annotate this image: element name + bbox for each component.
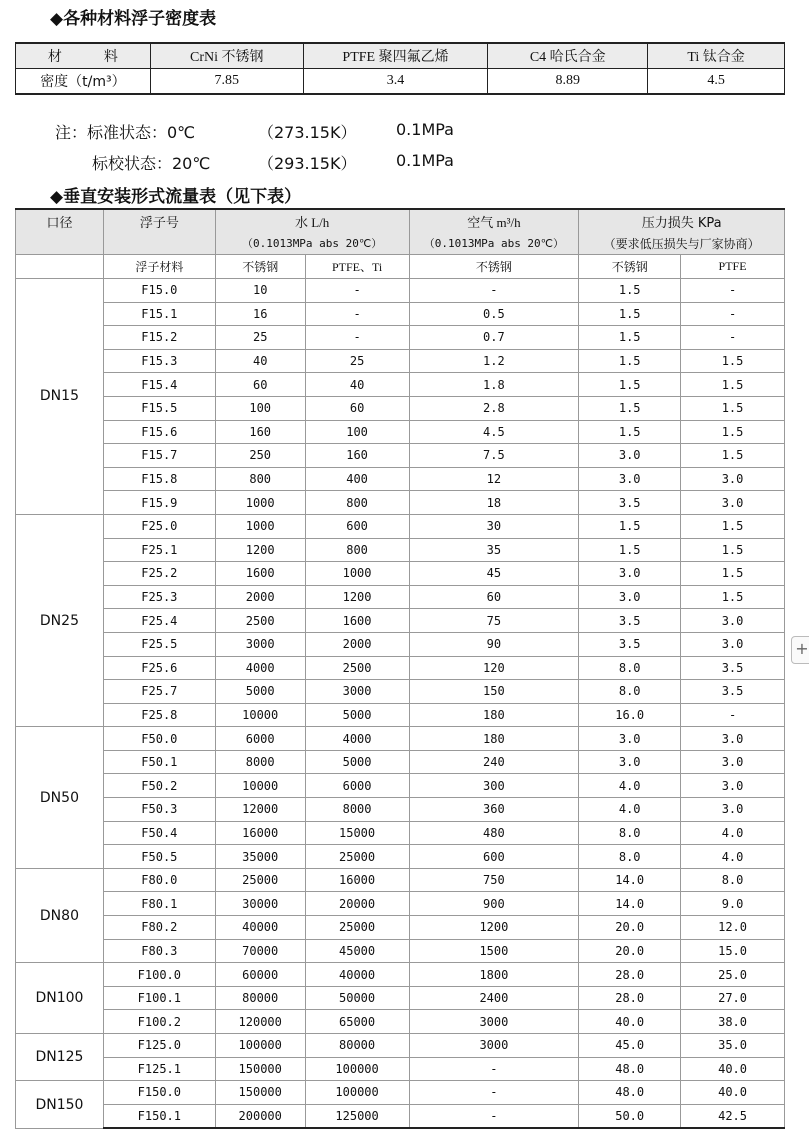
table-row: [16, 656, 785, 680]
table-cell: 45.0: [579, 1034, 681, 1058]
table-cell: 120000: [215, 1010, 305, 1034]
table-cell: 16000: [305, 868, 409, 892]
header-size: 口径: [16, 209, 104, 232]
table-cell: 1.5: [579, 538, 681, 562]
table-cell: 8.0: [681, 868, 785, 892]
table-cell: F25.3: [103, 585, 215, 609]
table-cell: F15.8: [103, 467, 215, 491]
table-cell: 1200: [305, 585, 409, 609]
table-row: [16, 467, 785, 491]
table-cell: 3.5: [579, 609, 681, 633]
table-cell: 1.2: [409, 349, 579, 373]
table-cell: 160: [305, 444, 409, 468]
note-calibration-label: 标校状态：20℃: [92, 154, 211, 173]
table-cell: 3.0: [681, 774, 785, 798]
table-cell: F80.3: [103, 939, 215, 963]
table-cell: 5000: [215, 680, 305, 704]
table-cell: 800: [305, 538, 409, 562]
table-cell: 3.5: [579, 491, 681, 515]
header-float-no: 浮子号: [103, 209, 215, 232]
table-cell: 60: [215, 373, 305, 397]
table-cell: F100.1: [103, 986, 215, 1010]
table-cell: 600: [409, 845, 579, 869]
table-cell: 100000: [215, 1034, 305, 1058]
size-cell: DN125: [16, 1034, 104, 1081]
table-cell: 750: [409, 868, 579, 892]
table-cell: 28.0: [579, 963, 681, 987]
note-standard-kelvin: （273.15K）: [258, 123, 357, 142]
table-cell: 1500: [409, 939, 579, 963]
table-cell: 3.0: [681, 467, 785, 491]
table-cell: 100: [215, 396, 305, 420]
table-cell: 80000: [215, 986, 305, 1010]
table-cell: 3.0: [579, 750, 681, 774]
table-row: [16, 609, 785, 633]
table-cell: 40: [305, 373, 409, 397]
table-cell: F25.2: [103, 562, 215, 586]
table-cell: F100.2: [103, 1010, 215, 1034]
table-cell: 16000: [215, 821, 305, 845]
table-cell: 300: [409, 774, 579, 798]
size-cell: DN80: [16, 868, 104, 962]
table-cell: -: [305, 302, 409, 326]
table-cell: 45000: [305, 939, 409, 963]
table-cell: F15.1: [103, 302, 215, 326]
table-cell: 16: [215, 302, 305, 326]
section-title-flow: ◆垂直安装形式流量表（见下表）: [50, 187, 302, 207]
table-cell: F15.3: [103, 349, 215, 373]
table-cell: 4.0: [681, 845, 785, 869]
header-loss-ss: 不锈钢: [579, 255, 681, 279]
table-cell: 3.0: [681, 727, 785, 751]
table-cell: 38.0: [681, 1010, 785, 1034]
header-air: 空气 m³/h: [409, 209, 579, 232]
table-row: [16, 538, 785, 562]
table-cell: 0.7: [409, 326, 579, 350]
table-cell: -: [409, 1057, 579, 1081]
table-cell: 35000: [215, 845, 305, 869]
density-header-cell: C4 哈氏合金: [488, 43, 648, 69]
table-cell: -: [681, 326, 785, 350]
table-cell: 1000: [215, 491, 305, 515]
table-cell: 40: [215, 349, 305, 373]
table-row: [16, 703, 785, 727]
table-cell: F25.1: [103, 538, 215, 562]
table-cell: F50.3: [103, 798, 215, 822]
table-row: [16, 396, 785, 420]
table-cell: 1.5: [681, 420, 785, 444]
table-cell: 0.5: [409, 302, 579, 326]
table-cell: 48.0: [579, 1081, 681, 1105]
table-cell: F25.7: [103, 680, 215, 704]
table-cell: 1600: [305, 609, 409, 633]
table-cell: 150000: [215, 1057, 305, 1081]
table-cell: 25000: [305, 916, 409, 940]
flow-table: [15, 208, 785, 1129]
table-row: [16, 1104, 785, 1128]
table-cell: 25000: [215, 868, 305, 892]
header-pressure-loss: 压力损失 KPa: [579, 209, 785, 232]
table-cell: F15.7: [103, 444, 215, 468]
table-cell: 9.0: [681, 892, 785, 916]
table-cell: 20.0: [579, 916, 681, 940]
table-cell: 250: [215, 444, 305, 468]
note-standard-label: 注：标准状态：0℃: [55, 123, 196, 142]
table-row: [16, 845, 785, 869]
table-cell: -: [409, 1081, 579, 1105]
table-cell: 6000: [215, 727, 305, 751]
table-cell: 3.0: [579, 467, 681, 491]
table-cell: F25.0: [103, 514, 215, 538]
table-cell: 30000: [215, 892, 305, 916]
table-cell: 900: [409, 892, 579, 916]
table-cell: 150000: [215, 1081, 305, 1105]
header-water-ss: 不锈钢: [215, 255, 305, 279]
table-row: [16, 892, 785, 916]
table-cell: F50.0: [103, 727, 215, 751]
table-row: [16, 1057, 785, 1081]
header-size-blank: [16, 232, 104, 255]
table-cell: 100000: [305, 1081, 409, 1105]
table-cell: 3.0: [579, 562, 681, 586]
table-cell: F15.4: [103, 373, 215, 397]
table-row: [16, 868, 785, 892]
header-water: 水 L/h: [215, 209, 409, 232]
table-cell: 25000: [305, 845, 409, 869]
table-cell: -: [681, 302, 785, 326]
table-cell: F25.6: [103, 656, 215, 680]
table-row: [16, 302, 785, 326]
table-cell: 65000: [305, 1010, 409, 1034]
table-cell: 160: [215, 420, 305, 444]
density-header-cell: CrNi 不锈钢: [150, 43, 303, 69]
table-cell: F50.1: [103, 750, 215, 774]
table-cell: F50.2: [103, 774, 215, 798]
table-row: [16, 444, 785, 468]
header-water-condition: （0.1013MPa abs 20℃）: [215, 232, 409, 255]
table-cell: 3.0: [681, 491, 785, 515]
size-cell: DN25: [16, 514, 104, 726]
density-header-cell: Ti 钛合金: [648, 43, 785, 69]
table-cell: F50.5: [103, 845, 215, 869]
table-row: [16, 798, 785, 822]
table-cell: 1.5: [579, 396, 681, 420]
table-cell: -: [305, 326, 409, 350]
table-row: [16, 491, 785, 515]
table-cell: 100: [305, 420, 409, 444]
table-cell: 3000: [305, 680, 409, 704]
table-cell: 5000: [305, 703, 409, 727]
table-cell: 1.5: [681, 444, 785, 468]
table-cell: 40.0: [579, 1010, 681, 1034]
table-cell: F50.4: [103, 821, 215, 845]
table-cell: 3000: [215, 632, 305, 656]
table-cell: 1200: [409, 916, 579, 940]
header-water-ptfe: PTFE、Ti: [305, 255, 409, 279]
table-cell: F80.2: [103, 916, 215, 940]
table-cell: 1.5: [579, 373, 681, 397]
table-cell: 28.0: [579, 986, 681, 1010]
header-float-blank: [103, 232, 215, 255]
table-row: [16, 632, 785, 656]
table-cell: 1.5: [681, 538, 785, 562]
table-cell: 3.5: [579, 632, 681, 656]
table-cell: 1.5: [681, 396, 785, 420]
table-cell: F125.0: [103, 1034, 215, 1058]
table-cell: 35.0: [681, 1034, 785, 1058]
table-cell: 3.0: [681, 632, 785, 656]
table-cell: 1.5: [579, 326, 681, 350]
table-cell: 25: [305, 349, 409, 373]
table-cell: F15.2: [103, 326, 215, 350]
table-row: [16, 279, 785, 303]
header-pressure-note: （要求低压损失与厂家协商）: [579, 232, 785, 255]
table-cell: 120: [409, 656, 579, 680]
table-cell: 1.5: [579, 279, 681, 303]
table-cell: 90: [409, 632, 579, 656]
table-cell: 10000: [215, 703, 305, 727]
table-row: [16, 373, 785, 397]
table-cell: 3000: [409, 1010, 579, 1034]
table-cell: 18: [409, 491, 579, 515]
table-cell: 4.0: [681, 821, 785, 845]
table-cell: 3.0: [579, 585, 681, 609]
table-cell: -: [409, 279, 579, 303]
table-cell: F15.9: [103, 491, 215, 515]
table-cell: 75: [409, 609, 579, 633]
section-title-density: ◆各种材料浮子密度表: [50, 9, 217, 29]
table-cell: 1.5: [579, 302, 681, 326]
table-cell: F25.8: [103, 703, 215, 727]
table-cell: 3.5: [681, 680, 785, 704]
table-cell: 8000: [215, 750, 305, 774]
table-row: [16, 916, 785, 940]
table-cell: 150: [409, 680, 579, 704]
table-cell: 240: [409, 750, 579, 774]
table-cell: F15.0: [103, 279, 215, 303]
table-cell: F150.1: [103, 1104, 215, 1128]
table-cell: F150.0: [103, 1081, 215, 1105]
table-cell: F125.1: [103, 1057, 215, 1081]
table-row: [16, 420, 785, 444]
table-cell: F15.5: [103, 396, 215, 420]
table-cell: F80.1: [103, 892, 215, 916]
table-cell: 40.0: [681, 1081, 785, 1105]
table-cell: 3.0: [579, 444, 681, 468]
table-cell: 3.0: [681, 750, 785, 774]
table-row: [16, 939, 785, 963]
table-cell: 60: [409, 585, 579, 609]
table-cell: 2.8: [409, 396, 579, 420]
add-button[interactable]: +: [791, 636, 809, 664]
table-cell: 1.5: [579, 514, 681, 538]
table-cell: 8.0: [579, 680, 681, 704]
table-cell: 20.0: [579, 939, 681, 963]
table-cell: 15000: [305, 821, 409, 845]
size-cell: DN15: [16, 279, 104, 515]
table-cell: 60: [305, 396, 409, 420]
note-standard-pressure: 0.1MPa: [396, 120, 454, 139]
table-cell: 2500: [215, 609, 305, 633]
table-cell: 12000: [215, 798, 305, 822]
table-cell: 48.0: [579, 1057, 681, 1081]
table-row: [16, 774, 785, 798]
table-cell: 50.0: [579, 1104, 681, 1128]
table-cell: F25.4: [103, 609, 215, 633]
table-cell: 25.0: [681, 963, 785, 987]
table-cell: 27.0: [681, 986, 785, 1010]
table-cell: 40000: [305, 963, 409, 987]
table-cell: -: [305, 279, 409, 303]
table-cell: 12.0: [681, 916, 785, 940]
density-value-cell: 4.5: [648, 69, 785, 95]
table-row: [16, 750, 785, 774]
size-cell: DN100: [16, 963, 104, 1034]
table-cell: 10: [215, 279, 305, 303]
table-cell: 480: [409, 821, 579, 845]
size-cell: DN150: [16, 1081, 104, 1129]
table-cell: 3.0: [579, 727, 681, 751]
table-cell: 1.5: [579, 349, 681, 373]
table-row: [16, 1034, 785, 1058]
table-cell: 12: [409, 467, 579, 491]
table-cell: 3000: [409, 1034, 579, 1058]
table-cell: 1.5: [681, 349, 785, 373]
table-cell: 20000: [305, 892, 409, 916]
table-cell: 800: [215, 467, 305, 491]
table-cell: 40.0: [681, 1057, 785, 1081]
table-cell: F100.0: [103, 963, 215, 987]
table-cell: 14.0: [579, 868, 681, 892]
density-value-cell: 8.89: [488, 69, 648, 95]
table-cell: 4.0: [579, 798, 681, 822]
table-cell: 1000: [305, 562, 409, 586]
table-cell: 1.5: [681, 373, 785, 397]
table-cell: -: [681, 703, 785, 727]
table-cell: F15.6: [103, 420, 215, 444]
table-cell: 40000: [215, 916, 305, 940]
table-cell: 1.5: [681, 562, 785, 586]
table-cell: 1800: [409, 963, 579, 987]
table-row: [16, 349, 785, 373]
table-cell: -: [409, 1104, 579, 1128]
table-cell: 7.5: [409, 444, 579, 468]
table-row: [16, 326, 785, 350]
table-cell: 8.0: [579, 845, 681, 869]
note-calibration-pressure: 0.1MPa: [396, 151, 454, 170]
table-cell: 3.0: [681, 798, 785, 822]
header-float-material: 浮子材料: [103, 255, 215, 279]
table-cell: F25.5: [103, 632, 215, 656]
table-cell: 2000: [215, 585, 305, 609]
table-cell: 70000: [215, 939, 305, 963]
note-calibration-kelvin: （293.15K）: [258, 154, 357, 173]
table-cell: 360: [409, 798, 579, 822]
table-cell: 14.0: [579, 892, 681, 916]
table-cell: 2400: [409, 986, 579, 1010]
table-row: [16, 680, 785, 704]
table-cell: 8.0: [579, 656, 681, 680]
table-cell: 30: [409, 514, 579, 538]
table-cell: 180: [409, 703, 579, 727]
table-cell: 1000: [215, 514, 305, 538]
table-row: [16, 562, 785, 586]
table-cell: 125000: [305, 1104, 409, 1128]
table-cell: 180: [409, 727, 579, 751]
density-header-cell: 材 料: [16, 43, 151, 69]
density-label-cell: 密度（t/m³）: [16, 69, 151, 95]
header-air-condition: （0.1013MPa abs 20℃）: [409, 232, 579, 255]
table-cell: 2000: [305, 632, 409, 656]
table-cell: 60000: [215, 963, 305, 987]
density-value-cell: 3.4: [303, 69, 488, 95]
table-cell: 400: [305, 467, 409, 491]
table-row: [16, 514, 785, 538]
table-cell: 8000: [305, 798, 409, 822]
table-cell: 35: [409, 538, 579, 562]
table-cell: 4.5: [409, 420, 579, 444]
table-cell: 800: [305, 491, 409, 515]
density-table: [15, 42, 785, 95]
table-cell: 200000: [215, 1104, 305, 1128]
table-row: [16, 986, 785, 1010]
size-cell: DN50: [16, 727, 104, 869]
table-row: [16, 727, 785, 751]
header-air-ss: 不锈钢: [409, 255, 579, 279]
table-cell: 6000: [305, 774, 409, 798]
table-cell: 1600: [215, 562, 305, 586]
table-row: [16, 1010, 785, 1034]
table-cell: 16.0: [579, 703, 681, 727]
table-cell: 4000: [215, 656, 305, 680]
table-row: [16, 963, 785, 987]
density-value-cell: 7.85: [150, 69, 303, 95]
table-cell: 25: [215, 326, 305, 350]
table-cell: -: [681, 279, 785, 303]
table-row: [16, 821, 785, 845]
table-row: [16, 585, 785, 609]
table-cell: 600: [305, 514, 409, 538]
header-loss-ptfe: PTFE: [681, 255, 785, 279]
density-header-cell: PTFE 聚四氟乙烯: [303, 43, 488, 69]
table-cell: 4.0: [579, 774, 681, 798]
table-cell: 1.5: [681, 585, 785, 609]
table-cell: 42.5: [681, 1104, 785, 1128]
table-cell: 8.0: [579, 821, 681, 845]
table-cell: 100000: [305, 1057, 409, 1081]
table-cell: 1200: [215, 538, 305, 562]
table-cell: 15.0: [681, 939, 785, 963]
table-cell: 1.8: [409, 373, 579, 397]
table-cell: 10000: [215, 774, 305, 798]
table-cell: 4000: [305, 727, 409, 751]
table-cell: 50000: [305, 986, 409, 1010]
table-cell: F80.0: [103, 868, 215, 892]
table-cell: 80000: [305, 1034, 409, 1058]
header-blank: [16, 255, 104, 279]
table-cell: 3.0: [681, 609, 785, 633]
table-cell: 2500: [305, 656, 409, 680]
table-cell: 45: [409, 562, 579, 586]
table-cell: 1.5: [681, 514, 785, 538]
table-cell: 5000: [305, 750, 409, 774]
table-cell: 3.5: [681, 656, 785, 680]
table-cell: 1.5: [579, 420, 681, 444]
